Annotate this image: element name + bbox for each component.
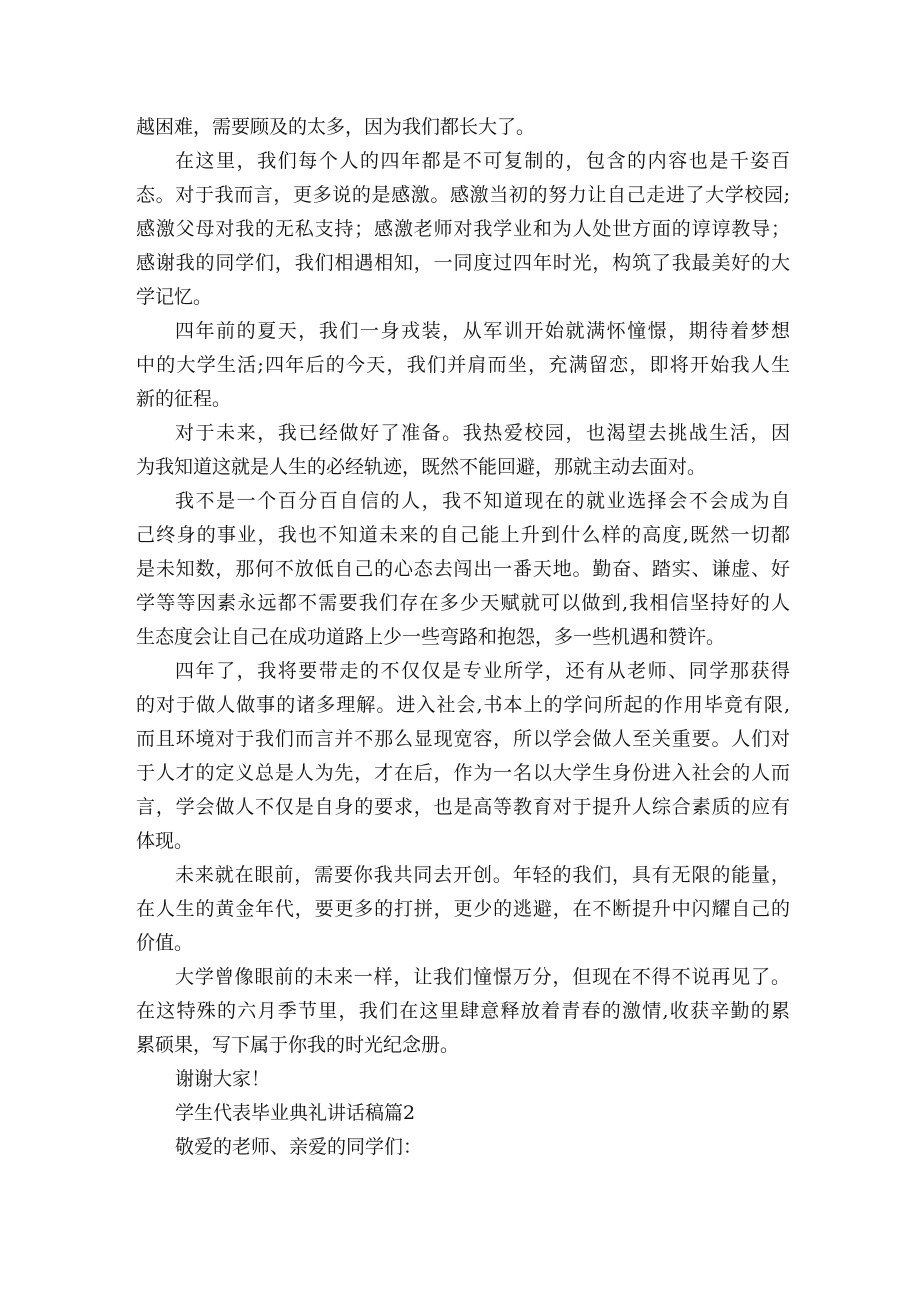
text-line: 在这里，我们每个人的四年都是不可复制的，包含的内容也是千姿百 — [175, 150, 790, 172]
text-line: 为我知道这就是人生的必经轨迹，既然不能回避，那就主动去面对。 — [136, 456, 707, 478]
text-line: 在这特殊的六月季节里，我们在这里肆意释放着青春的激情,收获辛勤的累 — [136, 1000, 790, 1022]
text-line: 态。对于我而言，更多说的是感激。感激当初的努力让自己走进了大学校园; — [136, 184, 790, 206]
text-line: 的对于做人做事的诸多理解。进入社会,书本上的学问所起的作用毕竟有限, — [136, 694, 790, 716]
text-line: 感激父母对我的无私支持；感激老师对我学业和为人处世方面的谆谆教导； — [136, 218, 790, 240]
text-line: 己终身的事业，我也不知道未来的自己能上升到什么样的高度,既然一切都 — [136, 524, 790, 546]
text-line: 大学曾像眼前的未来一样，让我们憧憬万分，但现在不得不说再见了。 — [175, 966, 790, 988]
text-line: 未来就在眼前，需要你我共同去开创。年轻的我们，具有无限的能量， — [175, 864, 790, 886]
text-line: 学等等因素永远都不需要我们存在多少天赋就可以做到,我相信坚持好的人 — [136, 592, 790, 614]
text-line: 敬爱的老师、亲爱的同学们： — [175, 1136, 423, 1158]
paragraph — [136, 1096, 790, 1130]
text-line: 四年前的夏天，我们一身戎装，从军训开始就满怀憧憬，期待着梦想 — [175, 320, 790, 342]
paragraph — [136, 314, 790, 416]
text-line: 学记忆。 — [136, 286, 213, 308]
text-line: 体现。 — [136, 830, 194, 852]
paragraph — [136, 1062, 790, 1096]
text-line: 中的大学生活;四年后的今天，我们并肩而坐，充满留恋，即将开始我人生 — [136, 354, 790, 376]
text-line: 谢谢大家！ — [175, 1068, 271, 1090]
paragraph — [136, 110, 790, 144]
text-line: 我不是一个百分百自信的人，我不知道现在的就业选择会不会成为自 — [175, 490, 790, 512]
text-line: 言，学会做人不仅是自身的要求，也是高等教育对于提升人综合素质的应有 — [136, 796, 790, 818]
paragraph — [136, 1130, 790, 1164]
text-line: 是未知数，那何不放低自己的心态去闯出一番天地。勤奋、踏实、谦虚、好 — [136, 558, 790, 580]
paragraph — [136, 144, 790, 314]
text-line: 新的征程。 — [136, 388, 232, 410]
paragraph — [136, 654, 790, 858]
text-line: 而且环境对于我们而言并不那么显现宽容，所以学会做人至关重要。人们对 — [136, 728, 790, 750]
paragraph — [136, 484, 790, 654]
text-line: 越困难，需要顾及的太多，因为我们都长大了。 — [136, 116, 536, 138]
text-line: 累硕果，写下属于你我的时光纪念册。 — [136, 1034, 460, 1056]
paragraph — [136, 960, 790, 1062]
paragraph — [136, 416, 790, 484]
document-page — [136, 110, 790, 1164]
text-line: 感谢我的同学们，我们相遇相知，一同度过四年时光，构筑了我最美好的大 — [136, 252, 790, 274]
text-line: 学生代表毕业典礼讲话稿篇2 — [175, 1102, 416, 1124]
text-line: 四年了，我将要带走的不仅仅是专业所学，还有从老师、同学那获得 — [175, 660, 790, 682]
text-line: 价值。 — [136, 932, 194, 954]
text-line: 于人才的定义总是人为先，才在后，作为一名以大学生身份进入社会的人而 — [136, 762, 790, 784]
text-line: 在人生的黄金年代，要更多的打拼，更少的逃避，在不断提升中闪耀自己的 — [136, 898, 790, 920]
paragraph — [136, 858, 790, 960]
text-line: 对于未来，我已经做好了准备。我热爱校园，也渴望去挑战生活，因 — [175, 422, 790, 444]
text-line: 生态度会让自己在成功道路上少一些弯路和抱怨，多一些机遇和赞许。 — [136, 626, 726, 648]
